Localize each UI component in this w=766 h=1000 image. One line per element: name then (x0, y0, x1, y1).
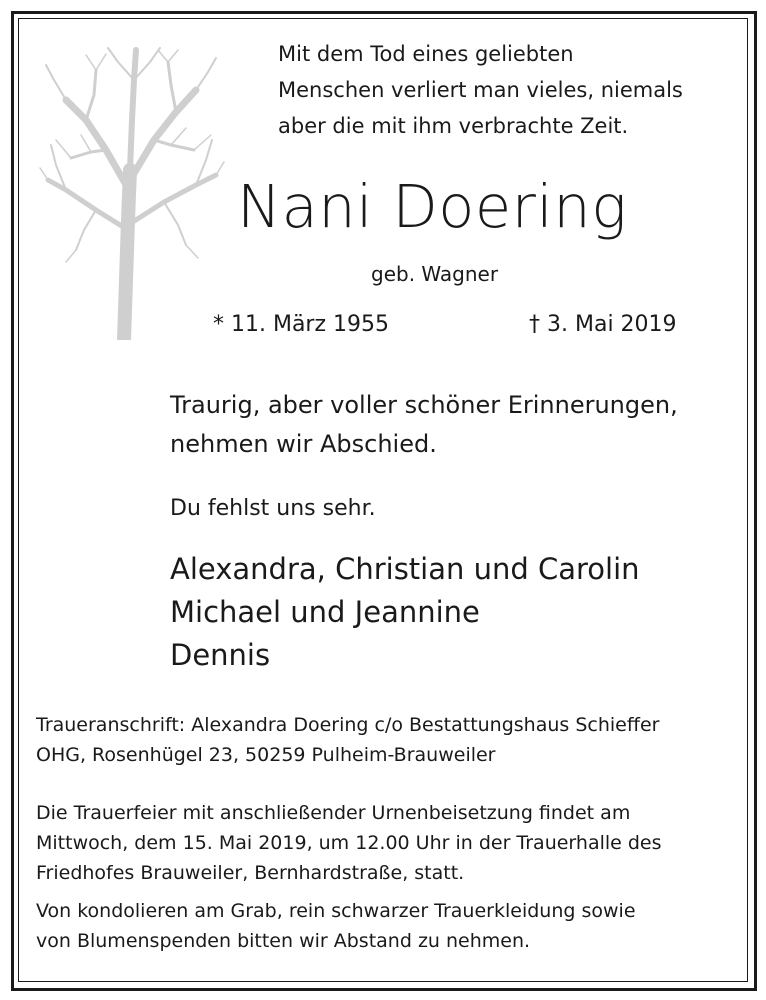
bare-tree-icon (36, 40, 226, 340)
quote-line: Menschen verliert man vieles, niemals (278, 78, 683, 102)
maiden-name: geb. Wagner (371, 262, 499, 286)
mourning-line: nehmen wir Abschied. (170, 430, 437, 458)
family-line: Michael und Jeannine (170, 595, 480, 629)
request-line: von Blumenspenden bitten wir Abstand zu nehmen. (36, 930, 531, 952)
family-names (170, 548, 640, 677)
family-line: Alexandra, Christian und Carolin (170, 552, 640, 586)
address-line: OHG, Rosenhügel 23, 50259 Pulheim-Brauweiler (36, 744, 496, 766)
service-line: Mittwoch, dem 15. Mai 2019, um 12.00 Uhr in der Trauerhalle des (36, 832, 662, 854)
request-line: Von kondolieren am Grab, rein schwarzer Trauerkleidung sowie (36, 900, 636, 922)
condolence-request (36, 896, 636, 956)
address-line: Traueranschrift: Alexandra Doering c/o Bestattungshaus Schieffer (36, 714, 660, 736)
opening-quote (278, 36, 683, 144)
birth-date: * 11. März 1955 (213, 312, 390, 337)
mourning-line: Traurig, aber voller schöner Erinnerungen, (170, 391, 678, 419)
family-line: Dennis (170, 638, 271, 672)
service-line: Die Trauerfeier mit anschließender Urnenbeisetzung findet am (36, 802, 631, 824)
mourning-text (170, 386, 678, 464)
deceased-name: Nani Doering (237, 172, 628, 241)
missed-text: Du fehlst uns sehr. (170, 496, 376, 521)
quote-line: aber die mit ihm verbrachte Zeit. (278, 114, 629, 138)
mourning-address (36, 710, 659, 770)
death-date: † 3. Mai 2019 (529, 312, 677, 337)
quote-line: Mit dem Tod eines geliebten (278, 42, 574, 66)
funeral-service-info (36, 798, 662, 888)
service-line: Friedhofes Brauweiler, Bernhardstraße, statt. (36, 862, 465, 884)
